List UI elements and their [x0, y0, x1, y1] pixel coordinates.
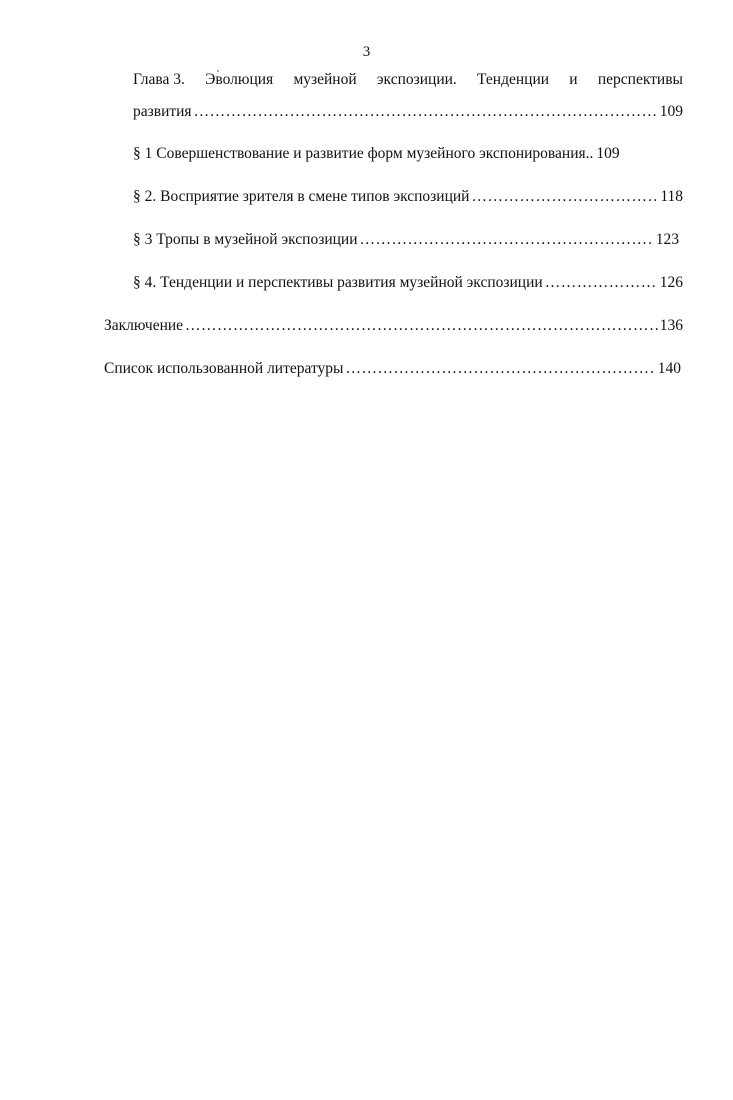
toc-entry-label: Заключение: [104, 317, 184, 334]
dot-leader: [345, 359, 655, 379]
chapter-3-leader-line: [133, 102, 683, 122]
toc-entry-section-2[interactable]: [133, 187, 683, 207]
toc-page-number: 140: [657, 360, 681, 377]
chapter-3-word: Глава 3.: [133, 71, 185, 88]
dot-leader: [471, 187, 658, 207]
toc-entry-label: § 3 Тропы в музейной экспозиции: [133, 231, 358, 248]
toc-entry-label: § 2. Восприятие зрителя в смене типов экспозиций: [133, 188, 470, 205]
dot-leader: [194, 102, 658, 122]
toc-entry-conclusion[interactable]: [104, 316, 683, 336]
chapter-3-word: и: [569, 71, 578, 88]
chapter-3-word: музейной: [293, 71, 357, 88]
toc-page-number: 126: [659, 274, 683, 291]
toc-page-number: 136: [659, 317, 683, 334]
toc-entry-label: § 1 Совершенствование и развитие форм музейного экспонирования..: [133, 145, 594, 162]
toc-entry-label: § 4. Тенденции и перспективы развития музейной экспозиции: [133, 274, 543, 291]
toc-entry-chapter-3[interactable]: [133, 70, 683, 122]
toc-entry-section-1[interactable]: [133, 144, 683, 164]
chapter-3-word: перспективы: [597, 71, 683, 88]
toc-entry-bibliography[interactable]: [104, 359, 681, 379]
chapter-3-word: экспозиции.: [376, 71, 457, 88]
toc-entry-section-3[interactable]: [133, 230, 679, 250]
chapter-3-label-cont: развития: [133, 103, 192, 120]
chapter-3-title-line: [133, 70, 683, 90]
toc-entry-section-4[interactable]: [133, 273, 683, 293]
chapter-3-word: Эволюция: [205, 71, 274, 88]
dot-leader: [360, 230, 654, 250]
toc-entry-label: Список использованной литературы: [104, 360, 344, 377]
chapter-3-word: Тенденции: [477, 71, 550, 88]
dot-leader: [545, 273, 658, 293]
dot-leader: [185, 316, 658, 336]
page-number: 3: [362, 44, 371, 60]
toc-page-number: 109: [596, 145, 620, 162]
toc-page-number: 123: [655, 231, 679, 248]
toc-page-number: 109: [659, 103, 683, 120]
toc-page-number: 118: [660, 188, 683, 205]
